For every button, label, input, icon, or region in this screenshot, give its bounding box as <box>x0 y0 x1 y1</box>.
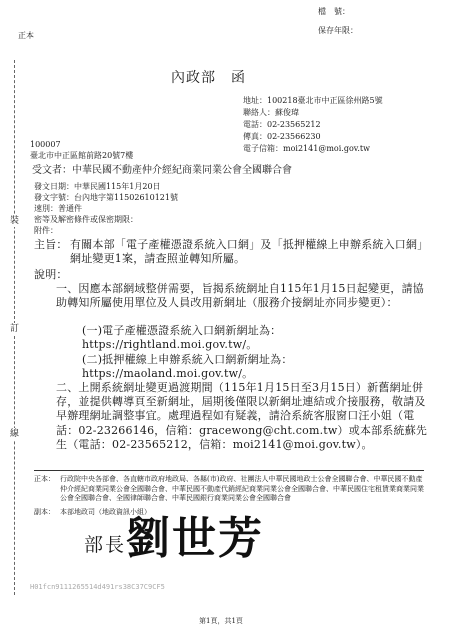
minister-title: 部長 <box>84 534 127 556</box>
distribution-original-label: 正本： <box>34 475 55 483</box>
speed-class: 速別：普通件 <box>34 204 82 213</box>
issue-date: 發文日期：中華民國115年1月20日 <box>34 182 161 191</box>
postal-zip: 100007 <box>30 140 61 149</box>
explanation-item-1b: (二)抵押權線上申辦系統入口網新網址為：https://maoland.moi.gov.tw/。 <box>82 353 293 381</box>
attachment-label: 附件： <box>34 226 58 235</box>
subject-label: 主旨： <box>34 238 68 251</box>
subject-text: 有關本部「電子產權憑證系統入口網」及「抵押權線上申辦系統入口網」網址變更1案，請查照並轉知所屬。 <box>70 238 429 266</box>
contact-email: 電子信箱：moi2141@moi.gov.tw <box>243 144 370 153</box>
distribution-divider <box>34 470 424 471</box>
binding-mark: 裝 <box>10 216 20 226</box>
contact-person: 聯絡人：蘇俊瑋 <box>243 108 299 117</box>
postal-address: 臺北市中正區館前路20號7樓 <box>30 151 134 160</box>
contact-address: 地址：100218臺北市中正區徐州路5號 <box>243 96 383 105</box>
distribution-original-text: 行政院中央各部會、各直轄市政府地政局、各縣(市)政府、社團法人中華民國地政士公會全國聯合會、中華民國不動產仲介經紀商業同業公會全國聯合會、中華民國不動產代銷經紀商業同業公會全國聯合會、中華民國住宅租賃業商業同業公會全國聯合會、全國律師聯合會、中華民國銀行商業同業公會全國聯合會 <box>60 475 424 502</box>
minister-signature: 劉世芳 <box>126 513 264 564</box>
order-mark: 訂 <box>10 324 20 334</box>
document-code: H01fcn9111265514d491rs38C37C9CF5 <box>30 583 165 591</box>
explanation-item-1: 一、因應本部網域整併需要，旨揭系統網址自115年1月15日起變更，請協助轉知所屬使用單位及人員改用新網址（服務介接網址亦同步變更）： <box>56 282 424 310</box>
contact-phone: 電話：02-23565212 <box>243 120 321 129</box>
document-title: 內政部 函 <box>171 70 246 86</box>
security-level: 密等及解密條件或保密期限： <box>34 215 138 224</box>
recipient: 受文者：中華民國不動產仲介經紀商業同業公會全國聯合會 <box>32 165 292 176</box>
original-copy-label: 正本 <box>18 31 34 40</box>
retention-period-label: 保存年限： <box>318 26 358 35</box>
page-indicator: 第1頁，共1頁 <box>199 617 243 625</box>
explanation-item-2: 二、上開系統網址變更過渡期間（115年1月15日至3月15日）新舊網址併存，並提供轉導頁至新網址，屆期後僅限以新網址連結或介接服務，敬請及早辦理網址調整事宜。處理過程如有疑義，請洽系統客服窗口汪小姐（電話：02-23266146，信箱：gracewong@cht.com.tw）或本部系統蘇先生（電話：02-23565212，信箱：moi2141@moi.gov.tw）。 <box>56 381 428 451</box>
distribution-copy-text: 本部地政司（地政資訊小組） <box>60 508 151 516</box>
line-mark: 線 <box>10 429 20 439</box>
issue-number: 發文字號：台內地字第11502610121號 <box>34 193 178 202</box>
contact-fax: 傳真：02-23566230 <box>243 132 321 141</box>
explanation-label: 說明： <box>34 268 68 281</box>
distribution-copy-label: 副本： <box>34 508 55 516</box>
file-number-label: 檔 號： <box>318 7 350 16</box>
explanation-item-1a: (一)電子產權憑證系統入口網新網址為：https://rightland.moi.gov.tw/。 <box>82 324 282 352</box>
